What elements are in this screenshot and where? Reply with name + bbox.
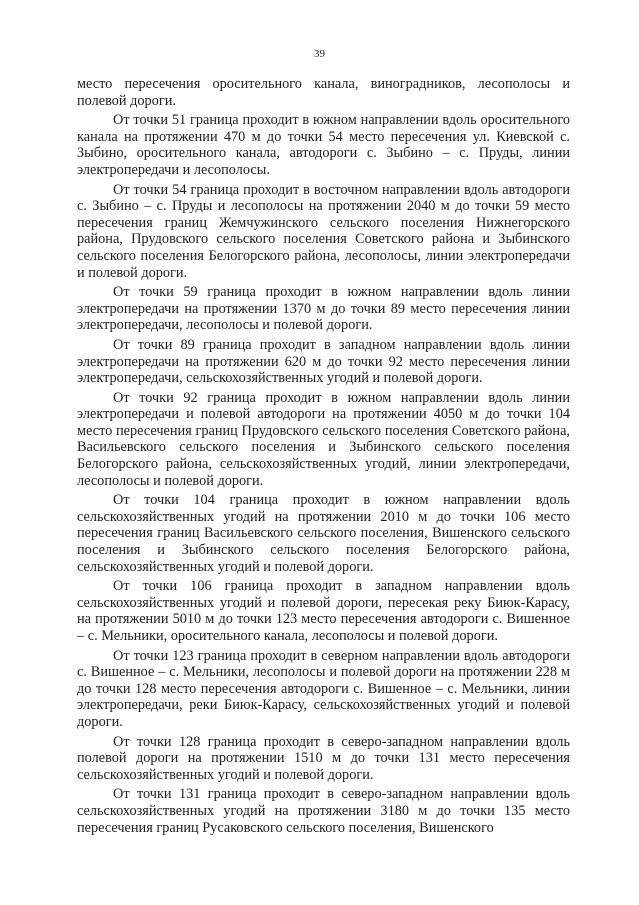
paragraph-9: От точки 123 граница проходит в северном направлении вдоль автодороги с. Вишенное – с. Мельники, лесополосы и полевой дороги на протяжении 228 м до точки 128 место пересечения автодороги с. Вишенное – с. Мельники, линии электропередачи, реки Биюк-Карасу, сельскохозяйственных угодий и полевой дороги. [77, 647, 570, 730]
page-number: 39 [314, 48, 325, 60]
paragraph-4: От точки 59 граница проходит в южном направлении вдоль линии электропередачи на протяжении 1370 м до точки 89 место пересечения линии электропередачи, лесополосы и полевой дороги. [77, 284, 570, 334]
paragraph-5: От точки 89 граница проходит в западном направлении вдоль линии электропередачи на протяжении 620 м до точки 92 место пересечения линии электропередачи, сельскохозяйственных угодий и полевой дороги. [77, 336, 570, 387]
document-body [77, 76, 570, 839]
paragraph-1: место пересечения оросительного канала, виноградников, лесополосы и полевой дороги. [77, 76, 570, 109]
paragraph-10: От точки 128 граница проходит в северо-западном направлении вдоль полевой дороги на протяжении 1510 м до точки 131 место пересечения сельскохозяйственных угодий и полевой дороги. [77, 733, 570, 783]
paragraph-3: От точки 54 граница проходит в восточном направлении вдоль автодороги с. Зыбино – с. Пруды и лесополосы на протяжении 2040 м до точки 59 место пересечения границ Жемчужинского сельского поселения Нижнегорского района, Прудовского сельского поселения Советского района и Зыбинского сельского поселения Белогорского района, лесополосы, линии электропередачи и полевой дороги. [77, 181, 570, 281]
paragraph-7: От точки 104 граница проходит в южном направлении вдоль сельскохозяйственных угодий на протяжении 2010 м до точки 106 место пересечения границ Васильевского сельского поселения, Вишенского сельского поселения и Зыбинского сельского поселения Белогорского района, сельскохозяйственных угодий и полевой дороги. [77, 492, 570, 575]
paragraph-6: От точки 92 граница проходит в южном направлении вдоль линии электропередачи и полевой автодороги на протяжении 4050 м до точки 104 место пересечения границ Прудовского сельского поселения Советского района, Васильевского сельского поселения и Зыбинского сельского поселения Белогорского района, сельскохозяйственных угодий, линии электропередачи, лесополосы и полевой дороги. [77, 389, 570, 489]
paragraph-2: От точки 51 граница проходит в южном направлении вдоль оросительного канала на протяжении 470 м до точки 54 место пересечения ул. Киевской с. Зыбино, оросительного канала, автодороги с. Зыбино – с. Пруды, линии электропередачи и лесополосы. [77, 112, 570, 178]
paragraph-11: От точки 131 граница проходит в северо-западном направлении вдоль сельскохозяйственных угодий на протяжении 3180 м до точки 135 место пересечения границ Русаковского сельского поселения, Вишенского [77, 786, 570, 836]
paragraph-8: От точки 106 граница проходит в западном направлении вдоль сельскохозяйственных угодий и полевой дороги, пересекая реку Биюк-Карасу, на протяжении 5010 м до точки 123 место пересечения автодороги с. Вишенное – с. Мельники, оросительного канала, лесополосы и полевой дороги. [77, 578, 570, 644]
